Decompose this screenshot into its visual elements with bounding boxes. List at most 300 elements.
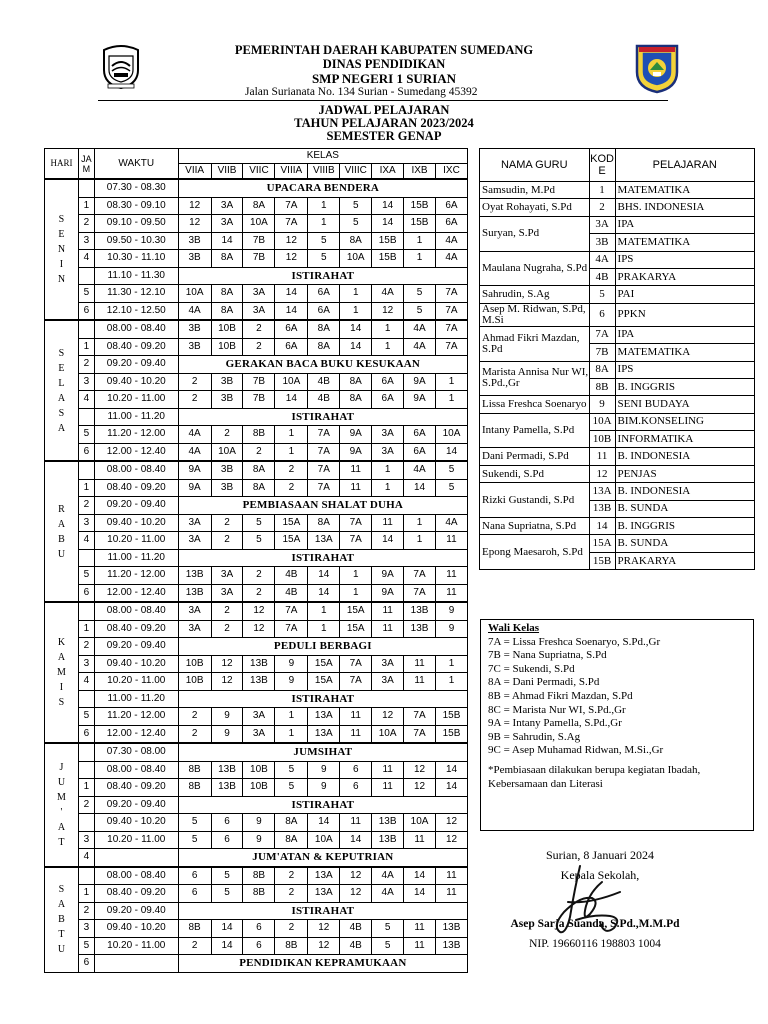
class-cell: 2: [243, 320, 275, 338]
class-cell: 12: [243, 602, 275, 620]
class-cell: 10B: [243, 779, 275, 797]
schedule-row: [45, 796, 468, 814]
class-cell: 6: [340, 761, 372, 779]
class-cell: 8A: [275, 831, 308, 849]
class-cell: 5: [436, 479, 468, 497]
class-cell: 14: [340, 320, 372, 338]
wali-kelas-note: *Pembiasaan dilakukan berupa kegiatan Ibadah, Kebersamaan dan Literasi: [488, 763, 701, 790]
teacher-name: Rizki Gustandi, S.Pd: [480, 483, 590, 518]
waktu-cell: 08.40 - 09.20: [94, 885, 178, 903]
class-cell: 2: [211, 620, 243, 638]
class-cell: 15A: [340, 602, 372, 620]
event-cell: PENDIDIKAN KEPRAMUKAAN: [178, 955, 467, 973]
class-cell: 1: [308, 215, 340, 233]
principal-nip: NIP. 19660116 198803 1004: [529, 938, 661, 950]
teacher-subject: IPA: [615, 216, 754, 233]
class-cell: 3B: [178, 338, 211, 356]
waktu-cell: 11.10 - 11.30: [94, 267, 178, 285]
jam-cell: 2: [78, 638, 94, 656]
teacher-code: 10B: [589, 431, 615, 448]
teacher-subject: B. SUNDA: [615, 535, 754, 552]
class-cell: 4A: [372, 885, 404, 903]
class-cell: 8A: [211, 302, 243, 320]
teacher-name: Lissa Freshca Soenaryo: [480, 396, 590, 413]
class-cell: 8B: [243, 885, 275, 903]
waktu-cell: 08.00 - 08.40: [94, 320, 178, 338]
teacher-name: Asep M. Ridwan, S.Pd, M.Si: [480, 303, 590, 326]
class-cell: 7A: [436, 302, 468, 320]
class-cell: 11: [372, 602, 404, 620]
teacher-row: [480, 448, 755, 465]
class-cell: 5: [275, 779, 308, 797]
class-cell: 12: [436, 814, 468, 832]
schedule-row: [45, 955, 468, 973]
jam-cell: 4: [78, 250, 94, 268]
schedule-row: [45, 567, 468, 585]
teacher-name: Dani Permadi, S.Pd: [480, 448, 590, 465]
day-letter: S: [58, 697, 65, 708]
class-cell: 13B: [436, 937, 468, 955]
jam-cell: 2: [78, 497, 94, 515]
class-cell: 2: [178, 937, 211, 955]
day-letter: S: [58, 884, 65, 895]
class-cell: 12: [372, 708, 404, 726]
class-cell: 15A: [308, 655, 340, 673]
teacher-code: 7B: [589, 344, 615, 361]
class-cell: 12: [275, 250, 308, 268]
teacher-name-header: NAMA GURU: [480, 149, 590, 182]
teacher-code: 10A: [589, 413, 615, 430]
day-letter: T: [58, 836, 65, 848]
class-cell: 14: [436, 761, 468, 779]
class-cell: 12: [340, 867, 372, 885]
class-cell: 2: [243, 443, 275, 461]
class-cell: 11: [436, 567, 468, 585]
class-cell: 7A: [275, 602, 308, 620]
class-cell: 4A: [178, 302, 211, 320]
teacher-subject: B. SUNDA: [615, 500, 754, 517]
teacher-subject: B. INDONESIA: [615, 483, 754, 500]
class-cell: 10A: [404, 814, 436, 832]
waktu-cell: 10.20 - 11.00: [94, 673, 178, 691]
class-cell: 12: [243, 620, 275, 638]
class-cell: 13A: [308, 725, 340, 743]
event-cell: ISTIRAHAT: [178, 690, 467, 708]
waktu-cell: 11.20 - 12.00: [94, 426, 178, 444]
class-cell: 3A: [178, 620, 211, 638]
waktu-cell: 10.20 - 11.00: [94, 532, 178, 550]
class-cell: 8A: [243, 461, 275, 479]
teacher-subject: IPS: [615, 361, 754, 378]
teacher-name: Sahrudin, S.Ag: [480, 286, 590, 303]
class-cell: 4B: [275, 584, 308, 602]
class-cell: 1: [275, 426, 308, 444]
schedule-row: [45, 779, 468, 797]
class-cell: 5: [436, 461, 468, 479]
class-cell: 8B: [178, 779, 211, 797]
teacher-code: 12: [589, 465, 615, 482]
class-cell: 4A: [404, 338, 436, 356]
class-cell: 3A: [178, 602, 211, 620]
class-cell: 13B: [243, 655, 275, 673]
teacher-name: Sukendi, S.Pd: [480, 465, 590, 482]
class-cell: 5: [178, 814, 211, 832]
class-cell: 9: [211, 725, 243, 743]
teacher-subject: INFORMATIKA: [615, 431, 754, 448]
class-cell: 9A: [340, 426, 372, 444]
jam-cell: 4: [78, 532, 94, 550]
teacher-subject: SENI BUDAYA: [615, 396, 754, 413]
class-cell: 1: [372, 461, 404, 479]
teacher-name: Oyat Rohayati, S.Pd: [480, 199, 590, 216]
class-cell: 7A: [275, 197, 308, 215]
waktu-cell: 08.30 - 09.10: [94, 197, 178, 215]
class-cell: 11: [404, 831, 436, 849]
class-cell: 14: [211, 920, 243, 938]
class-cell: 9: [243, 814, 275, 832]
class-cell: 6A: [404, 426, 436, 444]
jam-cell: 5: [78, 285, 94, 303]
schedule-row: [45, 197, 468, 215]
waktu-cell: [94, 955, 178, 973]
waktu-cell: 09.20 - 09.40: [94, 356, 178, 374]
class-cell: 12: [372, 302, 404, 320]
class-cell: 3B: [178, 320, 211, 338]
class-cell: 8A: [243, 479, 275, 497]
class-cell: 2: [275, 885, 308, 903]
class-cell: 1: [404, 250, 436, 268]
teacher-row: [480, 396, 755, 413]
class-cell: 14: [275, 285, 308, 303]
class-cell: 4B: [308, 373, 340, 391]
class-cell: 5: [275, 761, 308, 779]
class-header-cell: VIIIC: [340, 164, 372, 180]
class-cell: 7A: [340, 673, 372, 691]
class-cell: 1: [436, 673, 468, 691]
class-cell: 8A: [340, 373, 372, 391]
day-letter: L: [58, 377, 65, 389]
teacher-code: 4B: [589, 268, 615, 285]
class-header-cell: IXB: [404, 164, 436, 180]
class-cell: 3A: [243, 285, 275, 303]
class-cell: 9A: [404, 373, 436, 391]
jam-cell: [78, 867, 94, 885]
event-cell: GERAKAN BACA BUKU KESUKAAN: [178, 356, 467, 374]
schedule-row: [45, 461, 468, 479]
jam-cell: 4: [78, 849, 94, 867]
day-letter: U: [57, 776, 66, 788]
class-cell: 5: [243, 514, 275, 532]
teacher-row: [480, 303, 755, 326]
class-cell: 9: [436, 620, 468, 638]
header-department: DINAS PENDIDIKAN: [322, 57, 446, 71]
schedule-row: [45, 690, 468, 708]
schedule-row: [45, 849, 468, 867]
class-cell: 13B: [436, 920, 468, 938]
waktu-cell: 12.00 - 12.40: [94, 725, 178, 743]
class-cell: 1: [340, 302, 372, 320]
class-cell: 2: [275, 920, 308, 938]
class-cell: 7B: [243, 232, 275, 250]
class-cell: 5: [178, 831, 211, 849]
teacher-subject: MATEMATIKA: [615, 234, 754, 251]
schedule-row: [45, 831, 468, 849]
class-cell: 15A: [308, 673, 340, 691]
class-cell: 11: [340, 814, 372, 832]
class-cell: 13B: [372, 831, 404, 849]
class-cell: 14: [340, 831, 372, 849]
class-cell: 10B: [178, 673, 211, 691]
teacher-name: Marista Annisa Nur WI, S.Pd.,Gr: [480, 361, 590, 396]
schedule-row: [45, 655, 468, 673]
teacher-subject: MATEMATIKA: [615, 344, 754, 361]
schedule-year: TAHUN PELAJARAN 2023/2024: [294, 116, 474, 130]
class-cell: 15B: [372, 232, 404, 250]
waktu-cell: 12.10 - 12.50: [94, 302, 178, 320]
class-cell: 7A: [436, 338, 468, 356]
waktu-cell: 09.40 - 10.20: [94, 655, 178, 673]
class-cell: 15B: [436, 725, 468, 743]
class-cell: 9A: [372, 567, 404, 585]
class-cell: 7A: [436, 285, 468, 303]
teacher-row: [480, 251, 755, 268]
class-cell: 3B: [178, 250, 211, 268]
jam-cell: [78, 602, 94, 620]
wali-kelas-item: 7C = Sukendi, S.Pd: [488, 662, 575, 675]
class-cell: 1: [372, 320, 404, 338]
waktu-cell: 11.30 - 12.10: [94, 285, 178, 303]
class-cell: 10A: [178, 285, 211, 303]
day-letter: I: [59, 682, 64, 693]
class-cell: 7A: [404, 567, 436, 585]
schedule-row: [45, 920, 468, 938]
class-cell: 15A: [340, 620, 372, 638]
class-cell: 1: [275, 725, 308, 743]
class-cell: 3B: [178, 232, 211, 250]
teacher-code: 3A: [589, 216, 615, 233]
class-cell: 1: [340, 285, 372, 303]
jam-cell: 3: [78, 831, 94, 849]
day-letter: S: [58, 214, 65, 225]
waktu-cell: 09.50 - 10.30: [94, 232, 178, 250]
teacher-name: Epong Maesaroh, S.Pd: [480, 535, 590, 570]
jam-cell: [78, 320, 94, 338]
class-cell: 7A: [308, 443, 340, 461]
class-cell: 6A: [275, 338, 308, 356]
class-cell: 4B: [308, 391, 340, 409]
kelas-header: KELAS: [178, 149, 467, 164]
waktu-cell: 08.00 - 08.40: [94, 461, 178, 479]
class-cell: 14: [436, 779, 468, 797]
day-letter: N: [57, 244, 66, 255]
class-header-cell: VIIIA: [275, 164, 308, 180]
class-cell: 11: [372, 620, 404, 638]
class-cell: 4A: [372, 867, 404, 885]
teacher-code: 1: [589, 182, 615, 199]
class-cell: 12: [340, 885, 372, 903]
day-letter: A: [57, 899, 66, 910]
teacher-row: [480, 361, 755, 378]
class-cell: 3A: [211, 215, 243, 233]
wali-kelas-title: Wali Kelas: [488, 622, 540, 634]
class-cell: 12: [404, 779, 436, 797]
class-cell: 6A: [308, 302, 340, 320]
class-cell: 14: [211, 937, 243, 955]
teacher-code: 14: [589, 518, 615, 535]
teacher-code: 4A: [589, 251, 615, 268]
class-cell: 13A: [308, 885, 340, 903]
class-cell: 8A: [308, 320, 340, 338]
class-cell: 5: [372, 937, 404, 955]
class-cell: 11: [372, 779, 404, 797]
class-cell: 5: [243, 532, 275, 550]
class-cell: 13A: [308, 867, 340, 885]
waktu-cell: 10.20 - 11.00: [94, 831, 178, 849]
signature-position: Kepala Sekolah,: [560, 868, 640, 882]
class-cell: 14: [372, 197, 404, 215]
teacher-row: [480, 413, 755, 430]
wali-kelas-list: [488, 636, 753, 758]
jam-cell: 1: [78, 620, 94, 638]
teacher-subject: PRAKARYA: [615, 268, 754, 285]
event-cell: ISTIRAHAT: [178, 796, 467, 814]
class-cell: 15B: [404, 215, 436, 233]
jam-cell: [78, 549, 94, 567]
class-cell: 7A: [436, 320, 468, 338]
schedule-title: JADWAL PELAJARAN: [318, 103, 450, 117]
class-cell: 9A: [178, 461, 211, 479]
teacher-code-header: KOD E: [589, 149, 615, 182]
class-cell: 11: [340, 479, 372, 497]
schedule-row: [45, 673, 468, 691]
class-cell: 9: [275, 673, 308, 691]
class-cell: 8B: [275, 937, 308, 955]
teacher-subject: B. INDONESIA: [615, 448, 754, 465]
class-cell: 8A: [275, 814, 308, 832]
schedule-row: [45, 885, 468, 903]
class-cell: 7B: [243, 250, 275, 268]
event-cell: ISTIRAHAT: [178, 549, 467, 567]
class-cell: 4A: [404, 320, 436, 338]
wali-kelas-item: 8A = Dani Permadi, S.Pd: [488, 676, 600, 689]
class-cell: 1: [275, 708, 308, 726]
teacher-code: 7A: [589, 326, 615, 343]
teacher-name: Suryan, S.Pd: [480, 216, 590, 251]
class-cell: 11: [372, 514, 404, 532]
teacher-subject: BHS. INDONESIA: [615, 199, 754, 216]
class-cell: 8B: [243, 867, 275, 885]
jam-cell: 6: [78, 725, 94, 743]
day-letter: A: [57, 392, 66, 404]
class-cell: 13A: [308, 708, 340, 726]
day-letter: U: [57, 548, 66, 560]
teacher-name: Maulana Nugraha, S.Pd: [480, 251, 590, 286]
class-cell: 7A: [308, 426, 340, 444]
teacher-code: 13A: [589, 483, 615, 500]
class-cell: 3A: [178, 532, 211, 550]
schedule-row: [45, 179, 468, 197]
schedule-row: [45, 725, 468, 743]
day-letter: A: [57, 821, 66, 833]
schedule-row: [45, 320, 468, 338]
teacher-subject: IPA: [615, 326, 754, 343]
class-cell: 11: [404, 937, 436, 955]
class-header-cell: VIIA: [178, 164, 211, 180]
jam-cell: 2: [78, 215, 94, 233]
class-cell: 14: [340, 338, 372, 356]
class-cell: 2: [178, 373, 211, 391]
day-letter: A: [57, 518, 66, 530]
waktu-cell: 10.20 - 11.00: [94, 937, 178, 955]
class-cell: 13B: [178, 584, 211, 602]
class-cell: 5: [404, 285, 436, 303]
class-cell: 9: [308, 779, 340, 797]
jam-cell: 1: [78, 779, 94, 797]
teacher-name: Intany Pamella, S.Pd: [480, 413, 590, 448]
teacher-row: [480, 182, 755, 199]
class-cell: 11: [340, 461, 372, 479]
teacher-subject: MATEMATIKA: [615, 182, 754, 199]
class-cell: 14: [436, 443, 468, 461]
header-government: PEMERINTAH DAERAH KABUPATEN SUMEDANG: [234, 43, 534, 57]
day-letter: M: [57, 791, 66, 803]
hari-header: HARI: [45, 149, 79, 180]
waktu-cell: 09.40 - 10.20: [94, 373, 178, 391]
waktu-cell: 09.20 - 09.40: [94, 638, 178, 656]
class-cell: 15B: [436, 708, 468, 726]
teacher-row: [480, 326, 755, 343]
class-cell: 6A: [372, 373, 404, 391]
class-cell: 15B: [404, 197, 436, 215]
class-cell: 1: [308, 620, 340, 638]
teacher-row: [480, 535, 755, 552]
event-cell: ISTIRAHAT: [178, 408, 467, 426]
day-label: [45, 602, 79, 743]
schedule-row: [45, 743, 468, 761]
class-cell: 1: [436, 655, 468, 673]
class-cell: 1: [436, 391, 468, 409]
class-cell: 14: [308, 584, 340, 602]
teacher-name: Nana Supriatna, S.Pd: [480, 518, 590, 535]
teacher-code: 9: [589, 396, 615, 413]
class-cell: 13B: [178, 567, 211, 585]
class-cell: 7A: [308, 461, 340, 479]
teacher-subject-header: PELAJARAN: [615, 149, 754, 182]
class-cell: 5: [340, 197, 372, 215]
header-divider: [98, 100, 668, 101]
class-cell: 7A: [340, 514, 372, 532]
teacher-name: Samsudin, M.Pd: [480, 182, 590, 199]
class-cell: 4A: [372, 285, 404, 303]
schedule-row: [45, 708, 468, 726]
class-cell: 1: [340, 567, 372, 585]
class-cell: 6: [211, 814, 243, 832]
waktu-cell: [94, 849, 178, 867]
class-cell: 5: [372, 920, 404, 938]
schedule-row: [45, 902, 468, 920]
teacher-subject: IPS: [615, 251, 754, 268]
class-cell: 14: [275, 302, 308, 320]
class-cell: 6: [243, 937, 275, 955]
class-cell: 14: [404, 867, 436, 885]
schedule-row: [45, 232, 468, 250]
class-cell: 7B: [243, 391, 275, 409]
class-cell: 10A: [372, 725, 404, 743]
class-cell: 4A: [404, 461, 436, 479]
day-letter: I: [59, 259, 64, 270]
class-cell: 10A: [211, 443, 243, 461]
class-cell: 9A: [404, 391, 436, 409]
